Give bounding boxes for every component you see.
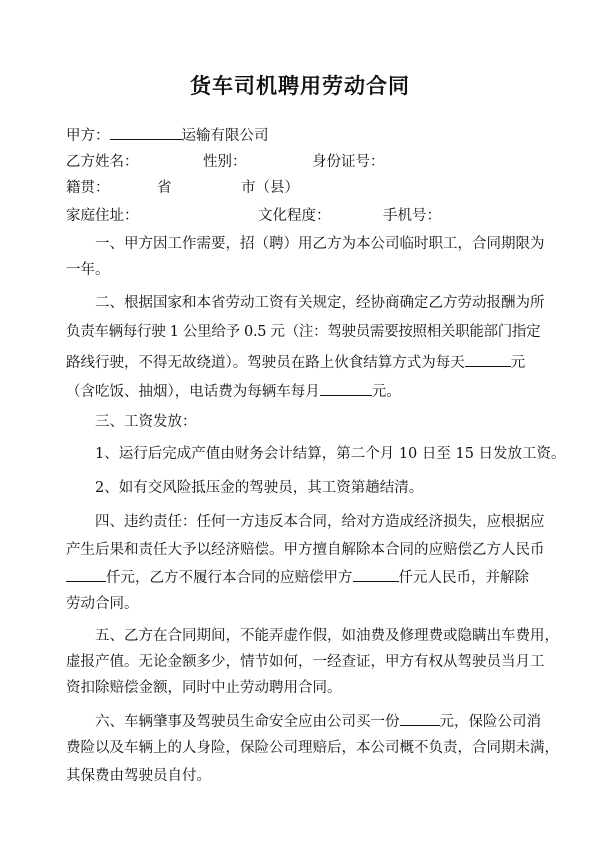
origin-province: 省 — [157, 180, 172, 196]
clause-4-line-1: 四、违约责任：任何一方违反本合同，给对方造成经济损失，应根据应 — [95, 514, 545, 530]
origin-city: 市（县） — [241, 180, 299, 196]
origin-label: 籍贯： — [66, 180, 110, 196]
party-b-id-label: 身份证号： — [312, 154, 385, 170]
clause-1-line-1: 一、甲方因工作需要，招（聘）用乙方为本公司临时职工，合同期限为 — [95, 236, 545, 252]
clause-4-line-4: 劳动合同。 — [66, 596, 139, 612]
clause-5-line-2: 虚报产值。无论金额多少，情节如何，一经查证，甲方有权从驾驶员当月工 — [66, 654, 545, 670]
address-label: 家庭住址： — [66, 208, 139, 224]
party-b-penalty-blank[interactable] — [353, 566, 399, 582]
clause-2-line-4 — [66, 380, 401, 402]
party-b-gender-label: 性别： — [203, 154, 247, 170]
clause-6-line-1-text-a: 六、车辆肇事及驾驶员生命安全应由公司买一份 — [95, 714, 400, 730]
clause-1-line-2: 一年。 — [66, 262, 110, 278]
clause-6-line-1 — [95, 710, 541, 732]
clause-3-item-2: 2、如有交风险抵压金的驾驶员，其工资第趟结清。 — [95, 480, 424, 496]
phone-label: 手机号： — [383, 208, 441, 224]
clause-2-line-1: 二、根据国家和本省劳动工资有关规定，经协商确定乙方劳动报酬为所 — [95, 295, 545, 311]
phone-fee-blank[interactable] — [320, 380, 372, 396]
clause-5-line-3: 资扣除赔偿金额，同时中止劳动聘用合同。 — [66, 680, 342, 696]
party-a-line — [66, 124, 269, 146]
party-a-label: 甲方： — [66, 128, 110, 144]
meal-allowance-blank[interactable] — [465, 351, 511, 367]
clause-3-title: 三、工资发放： — [95, 414, 197, 430]
party-b-name-label: 乙方姓名： — [66, 154, 139, 170]
clause-4-line-3 — [66, 566, 529, 588]
clause-4-line-3-text-b: 仟元人民币，并解除 — [398, 570, 529, 586]
insurance-blank[interactable] — [400, 710, 440, 726]
clause-5-line-1: 五、乙方在合同期间，不能弄虚作假，如油费及修理费或隐瞒出车费用， — [95, 628, 559, 644]
clause-2-line-2: 负责车辆每行驶 1 公里给予 0.5 元（注：驾驶员需要按照相关职能部门指定 — [66, 324, 541, 340]
clause-6-line-2: 费险以及车辆上的人身险，保险公司理赔后，本公司概不负责，合同期未满， — [66, 740, 559, 756]
clause-2-line-4-text: （含吃饭、抽烟），电话费为每辆车每月 — [66, 384, 320, 400]
clause-2-line-3 — [66, 351, 525, 373]
clause-3-item-1: 1、运行后完成产值由财务会计结算，第二个月 10 日至 15 日发放工资。 — [95, 446, 566, 462]
document-title: 货车司机聘用劳动合同 — [190, 74, 410, 98]
clause-2-line-4-unit: 元。 — [371, 384, 401, 400]
clause-2-line-3-text: 路线行驶，不得无故绕道）。驾驶员在路上伙食结算方式为每天 — [66, 355, 465, 371]
clause-2-line-3-unit: 元 — [510, 355, 526, 371]
party-a-suffix: 运输有限公司 — [181, 128, 269, 144]
education-label: 文化程度： — [258, 208, 331, 224]
party-a-blank[interactable] — [110, 124, 182, 140]
clause-6-line-3: 其保费由驾驶员自付。 — [66, 768, 211, 784]
clause-4-line-2: 产生后果和责任大予以经济赔偿。甲方擅自解除本合同的应赔偿乙方人民币 — [66, 542, 545, 558]
clause-4-line-3-text-a: 仟元，乙方不履行本合同的应赔偿甲方 — [106, 570, 353, 586]
party-a-penalty-blank[interactable] — [66, 566, 106, 582]
clause-6-line-1-text-b: 元，保险公司消 — [439, 714, 541, 730]
